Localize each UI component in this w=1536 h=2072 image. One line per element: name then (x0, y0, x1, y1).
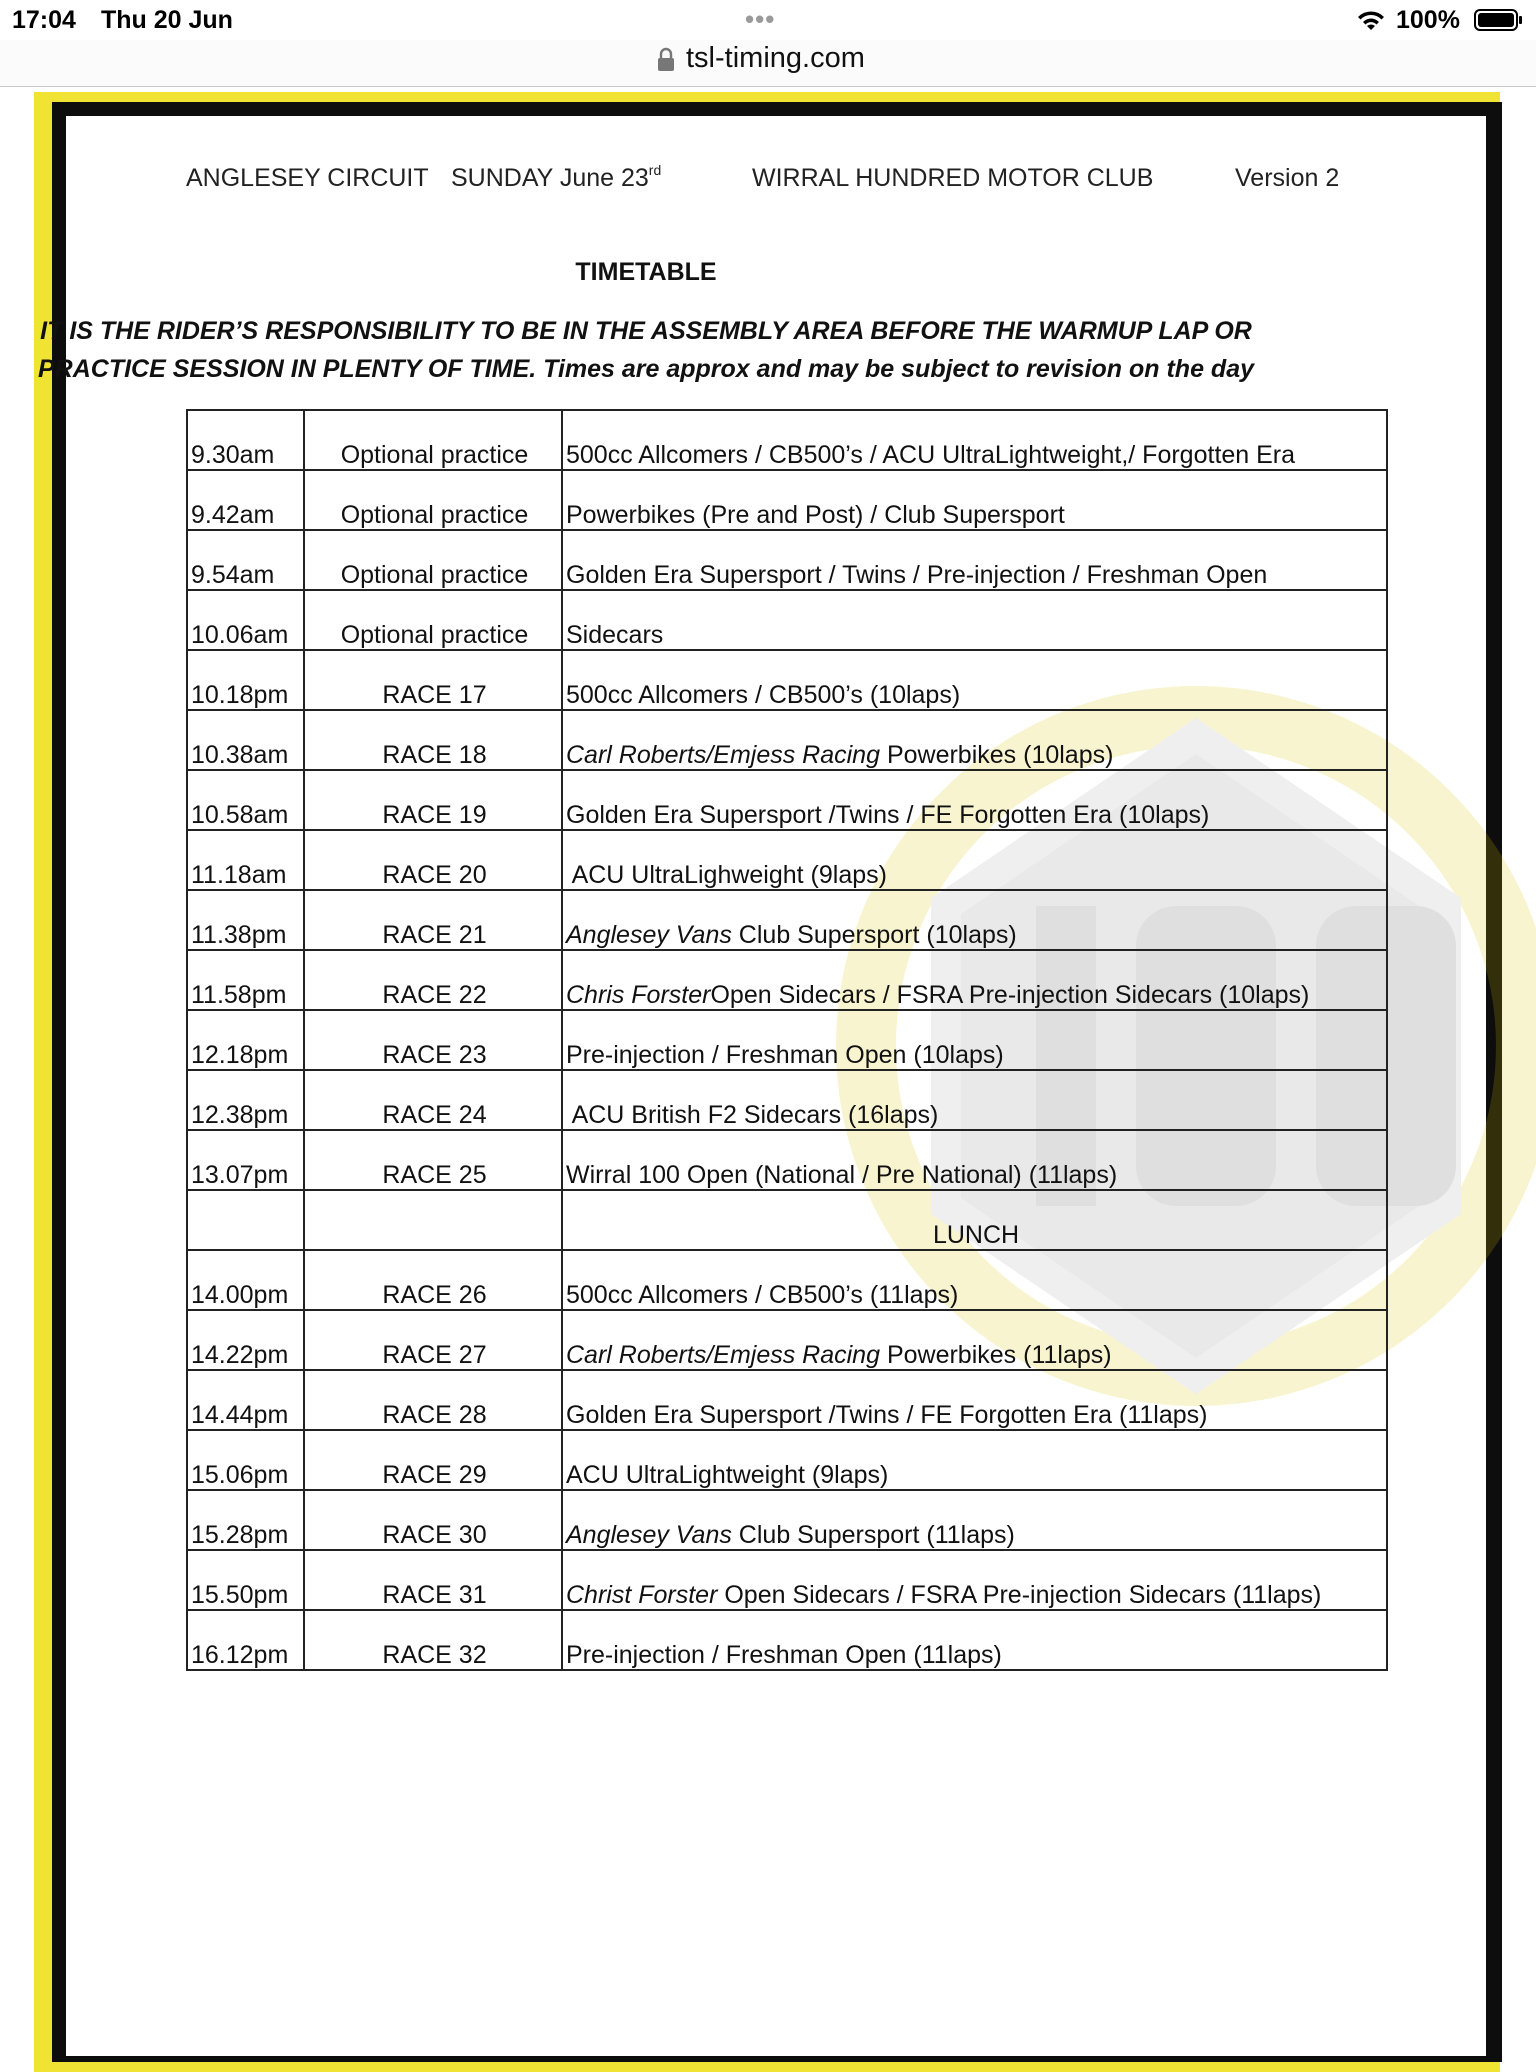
table-row (187, 1010, 1387, 1070)
description-wrap (566, 1282, 958, 1309)
time-text: 11.58pm (191, 981, 287, 1009)
lock-icon (656, 46, 676, 74)
description-text: Golden Era Supersport /Twins / FE Forgotten Era (10laps) (566, 801, 1210, 829)
session-cell (304, 890, 562, 950)
table-row (187, 410, 1387, 470)
time-cell (187, 1610, 304, 1670)
session-cell (304, 1370, 562, 1430)
description-wrap (933, 1222, 1019, 1249)
description-cell (562, 1070, 1387, 1130)
description-text: Golden Era Supersport / Twins / Pre-injection / Freshman Open (566, 561, 1268, 589)
time-text: 16.12pm (191, 1641, 289, 1669)
description-cell (562, 1010, 1387, 1070)
time-text: 10.58am (191, 801, 289, 829)
description-wrap (566, 1582, 1321, 1609)
sponsor-text: Chris Forster (566, 981, 711, 1009)
description-text: Pre-injection / Freshman Open (11laps) (566, 1641, 1002, 1669)
description-text: Wirral 100 Open (National / Pre National) (11laps) (566, 1161, 1118, 1189)
table-row (187, 1610, 1387, 1670)
sponsor-text: Christ Forster (566, 1581, 718, 1609)
table-row (187, 1130, 1387, 1190)
time-text: 10.18pm (191, 681, 289, 709)
session-text: Optional practice (340, 621, 529, 649)
session-text: RACE 21 (382, 921, 487, 949)
time-cell (187, 950, 304, 1010)
warning-line-1: IT IS THE RIDER’S RESPONSIBILITY TO BE IN THE ASSEMBLY AREA BEFORE THE WARMUP LAP OR (40, 317, 1252, 345)
time-cell (187, 830, 304, 890)
session-text: RACE 30 (382, 1521, 487, 1549)
header-date (451, 164, 661, 193)
description-cell (562, 1190, 1387, 1250)
session-text: Optional practice (340, 501, 529, 529)
session-text: RACE 22 (382, 981, 487, 1009)
sponsor-text: Anglesey Vans (566, 921, 732, 949)
table-row (187, 770, 1387, 830)
time-cell (187, 1310, 304, 1370)
address-bar[interactable] (0, 40, 1536, 87)
session-text: RACE 24 (382, 1101, 487, 1129)
description-text: 500cc Allcomers / CB500’s (11laps) (566, 1281, 959, 1309)
time-text: 10.06am (191, 621, 289, 649)
session-cell (304, 1550, 562, 1610)
description-wrap (566, 862, 887, 889)
description-wrap (566, 442, 1295, 469)
session-cell (304, 710, 562, 770)
session-cell (304, 1490, 562, 1550)
time-cell (187, 1370, 304, 1430)
time-cell (187, 1010, 304, 1070)
table-row (187, 1430, 1387, 1490)
session-text: RACE 31 (382, 1581, 487, 1609)
time-cell (187, 530, 304, 590)
time-cell (187, 770, 304, 830)
time-cell (187, 470, 304, 530)
table-row (187, 830, 1387, 890)
description-wrap (566, 1042, 1004, 1069)
table-row (187, 710, 1387, 770)
table-row (187, 1190, 1387, 1250)
description-text: ACU UltraLighweight (9laps) (566, 861, 887, 889)
time-cell (187, 890, 304, 950)
time-text: 9.30am (191, 441, 275, 469)
description-cell (562, 830, 1387, 890)
time-cell (187, 1130, 304, 1190)
wifi-icon (1356, 8, 1386, 32)
warning-line-2: PRACTICE SESSION IN PLENTY OF TIME. Times are approx and may be subject to revision on the day (37, 355, 1254, 383)
session-text: RACE 28 (382, 1401, 487, 1429)
description-cell (562, 650, 1387, 710)
description-wrap (566, 1642, 1002, 1669)
table-row (187, 1370, 1387, 1430)
description-text: ACU UltraLightweight (9laps) (566, 1461, 889, 1489)
description-cell (562, 710, 1387, 770)
description-text: Open Sidecars / FSRA Pre-injection Sidecars (11laps) (717, 1581, 1322, 1609)
session-text: RACE 27 (382, 1341, 487, 1369)
status-date: Thu 20 Jun (101, 6, 233, 34)
sponsor-text: Carl Roberts/Emjess Racing (566, 741, 880, 769)
time-cell (187, 1190, 304, 1250)
table-row (187, 890, 1387, 950)
session-cell (304, 830, 562, 890)
table-row (187, 1310, 1387, 1370)
description-cell (562, 770, 1387, 830)
url-text[interactable]: tsl-timing.com (686, 42, 865, 74)
description-wrap (566, 982, 1309, 1009)
header-date-suffix: rd (648, 162, 662, 178)
sponsor-text: Anglesey Vans (566, 1521, 732, 1549)
description-text: Powerbikes (10laps) (880, 741, 1114, 769)
table-row (187, 1250, 1387, 1310)
session-text: RACE 29 (382, 1461, 487, 1489)
description-cell (562, 950, 1387, 1010)
battery-percent: 100% (1396, 6, 1460, 34)
session-cell (304, 1130, 562, 1190)
session-cell (304, 1310, 562, 1370)
session-text: RACE 19 (382, 801, 487, 829)
time-text: 14.44pm (191, 1401, 289, 1429)
description-cell (562, 410, 1387, 470)
session-text: Optional practice (340, 561, 529, 589)
time-text: 10.38am (191, 741, 289, 769)
description-wrap (566, 622, 663, 649)
header-date-text: SUNDAY June 23 (451, 164, 649, 192)
time-cell (187, 650, 304, 710)
table-row (187, 650, 1387, 710)
description-wrap (566, 1522, 1015, 1549)
description-cell (562, 1490, 1387, 1550)
description-text: LUNCH (932, 1221, 1020, 1249)
table-row (187, 530, 1387, 590)
description-cell (562, 1610, 1387, 1670)
warning-notice (0, 312, 1356, 388)
multitasking-dots-icon[interactable]: ••• (745, 4, 776, 34)
time-text: 12.18pm (191, 1041, 289, 1069)
session-text: RACE 18 (382, 741, 487, 769)
session-text: RACE 17 (382, 681, 487, 709)
description-wrap (566, 922, 1017, 949)
header-club: WIRRAL HUNDRED MOTOR CLUB (752, 164, 1154, 192)
time-cell (187, 1490, 304, 1550)
description-cell (562, 470, 1387, 530)
time-cell (187, 410, 304, 470)
table-row (187, 470, 1387, 530)
table-row (187, 1490, 1387, 1550)
battery-icon (1474, 8, 1524, 32)
description-text: Open Sidecars / FSRA Pre-injection Sidecars (10laps) (710, 981, 1310, 1009)
description-wrap (566, 1462, 888, 1489)
time-text: 14.00pm (191, 1281, 289, 1309)
description-text: Sidecars (566, 621, 664, 649)
header-version: Version 2 (1235, 164, 1340, 192)
description-cell (562, 1250, 1387, 1310)
description-wrap (566, 562, 1267, 589)
timetable-document (37, 116, 1486, 2056)
description-cell (562, 1550, 1387, 1610)
time-text: 11.18am (191, 861, 287, 889)
description-cell (562, 530, 1387, 590)
description-text: Golden Era Supersport /Twins / FE Forgotten Era (11laps) (566, 1401, 1208, 1429)
time-text: 9.42am (191, 501, 275, 529)
time-cell (187, 710, 304, 770)
table-row (187, 950, 1387, 1010)
session-cell (304, 1610, 562, 1670)
time-cell (187, 590, 304, 650)
session-cell (304, 1070, 562, 1130)
description-wrap (566, 682, 960, 709)
session-text: Optional practice (340, 441, 529, 469)
description-text: Club Supersport (10laps) (731, 921, 1017, 949)
time-cell (187, 1550, 304, 1610)
sponsor-text: Carl Roberts/Emjess Racing (566, 1341, 880, 1369)
description-cell (562, 1370, 1387, 1430)
description-text: Powerbikes (Pre and Post) / Club Supersport (566, 501, 1065, 529)
time-cell (187, 1250, 304, 1310)
session-cell (304, 1010, 562, 1070)
session-cell (304, 590, 562, 650)
description-wrap (566, 1162, 1117, 1189)
time-text: 14.22pm (191, 1341, 289, 1369)
session-text: RACE 25 (382, 1161, 487, 1189)
description-text: Powerbikes (11laps) (880, 1341, 1112, 1369)
description-text: Club Supersport (11laps) (731, 1521, 1015, 1549)
time-text: 13.07pm (191, 1161, 289, 1189)
description-wrap (566, 502, 1065, 529)
description-wrap (566, 1402, 1208, 1429)
time-text: 15.50pm (191, 1581, 289, 1609)
description-text: 500cc Allcomers / CB500’s / ACU UltraLightweight,/ Forgotten Era (566, 441, 1296, 469)
description-wrap (566, 1102, 938, 1129)
table-row (187, 590, 1387, 650)
description-cell (562, 1430, 1387, 1490)
time-text: 12.38pm (191, 1101, 289, 1129)
status-bar (0, 0, 1536, 40)
session-text: RACE 26 (382, 1281, 487, 1309)
session-cell (304, 1430, 562, 1490)
time-text: 15.28pm (191, 1521, 289, 1549)
description-cell (562, 1130, 1387, 1190)
session-cell (304, 470, 562, 530)
description-cell (562, 590, 1387, 650)
session-cell (304, 410, 562, 470)
session-cell (304, 1250, 562, 1310)
description-text: Pre-injection / Freshman Open (10laps) (566, 1041, 1004, 1069)
status-time: 17:04 (12, 6, 76, 34)
time-text: 9.54am (191, 561, 275, 589)
description-cell (562, 1310, 1387, 1370)
session-text: RACE 20 (382, 861, 487, 889)
description-wrap (566, 802, 1209, 829)
session-cell (304, 950, 562, 1010)
table-row (187, 1550, 1387, 1610)
session-text: RACE 32 (382, 1641, 487, 1669)
page-title: TIMETABLE (575, 258, 717, 286)
time-cell (187, 1070, 304, 1130)
description-text: ACU British F2 Sidecars (16laps) (566, 1101, 939, 1129)
time-cell (187, 1430, 304, 1490)
time-text: 11.38pm (191, 921, 287, 949)
timetable-table (186, 409, 1388, 1671)
session-cell (304, 1190, 562, 1250)
header-circuit: ANGLESEY CIRCUIT (186, 164, 429, 192)
description-cell (562, 890, 1387, 950)
time-text: 15.06pm (191, 1461, 289, 1489)
description-wrap (566, 1342, 1112, 1369)
session-cell (304, 530, 562, 590)
session-cell (304, 770, 562, 830)
description-wrap (566, 742, 1113, 769)
description-text: 500cc Allcomers / CB500’s (10laps) (566, 681, 961, 709)
table-row (187, 1070, 1387, 1130)
session-cell (304, 650, 562, 710)
session-text: RACE 23 (382, 1041, 487, 1069)
